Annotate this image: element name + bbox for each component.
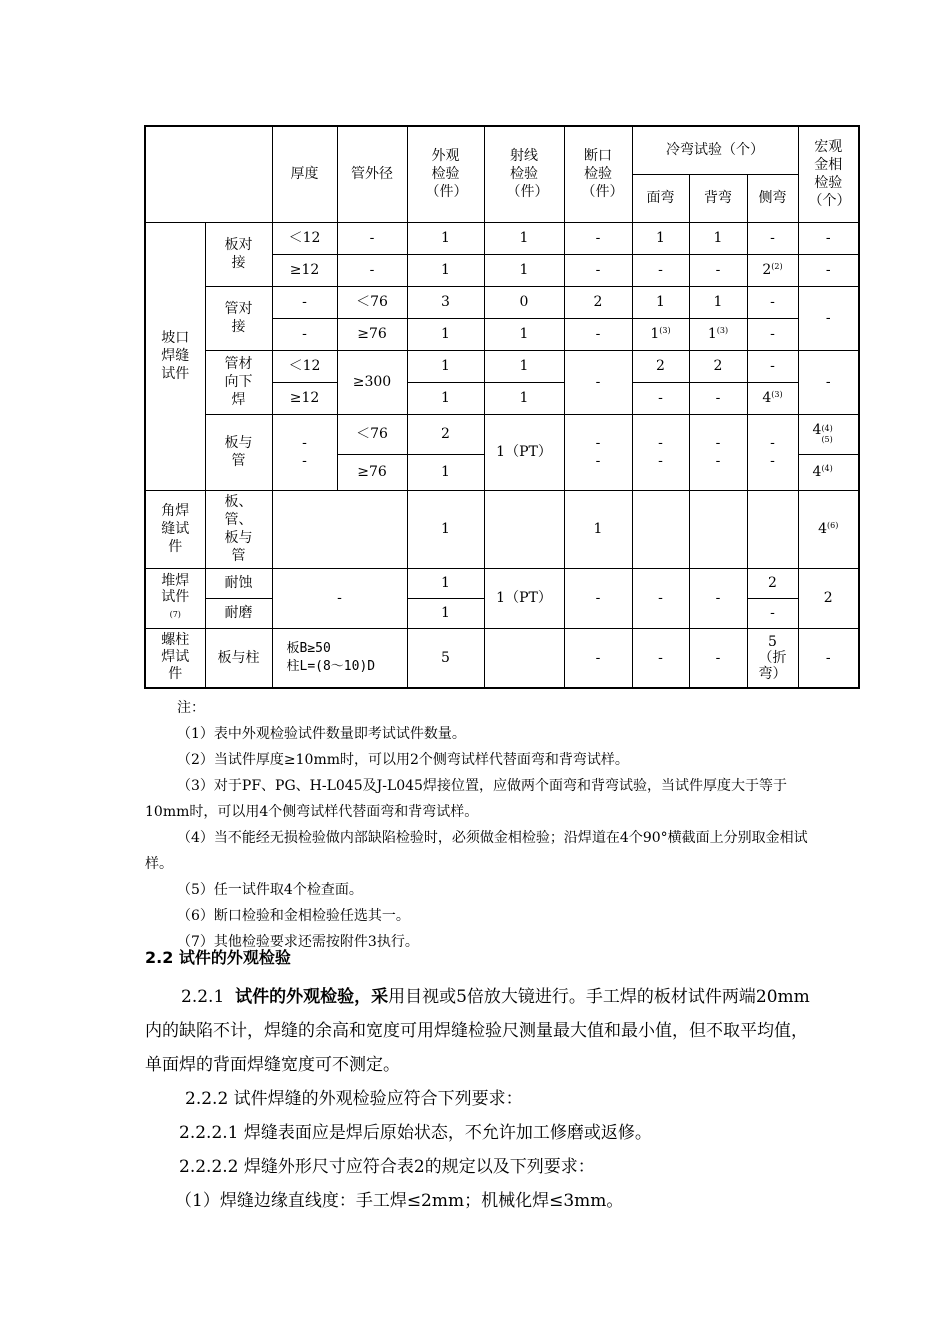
paragraph-bold: 试件的外观检验，采 [235, 987, 389, 1007]
cell: 1 [407, 254, 484, 286]
cell: - [272, 318, 337, 350]
cell [747, 254, 798, 286]
subgroup-pipe-butt: 管对接 [205, 286, 272, 350]
cell [798, 454, 859, 490]
cell: - [632, 382, 689, 414]
note-2: （2）当试件厚度≥10mm时，可以用2个侧弯试样代替面弯和背弯试样。 [177, 752, 629, 768]
paragraph-2-2-2-2: 2.2.2.2 焊缝外形尺寸应符合表2的规定以及下列要求： [179, 1157, 595, 1177]
footnote-ref: (3) [771, 390, 783, 399]
cell: 0 [484, 286, 564, 318]
cell: - [798, 222, 859, 254]
cell: - [272, 568, 407, 628]
cell: ≥76 [337, 318, 407, 350]
footnote-ref: (3) [716, 326, 729, 335]
note-7: （7）其他检验要求还需按附件3执行。 [177, 934, 419, 950]
cell-value: 1 [707, 326, 717, 342]
group-overlay [145, 568, 205, 628]
cell: - [337, 222, 407, 254]
note-1: （1）表中外观检验试件数量即考试试件数量。 [177, 726, 466, 742]
cell [484, 490, 564, 568]
footnote-ref: (4) (5) [821, 424, 833, 444]
header-thickness: 厚度 [272, 126, 337, 222]
cell: 1 [632, 286, 689, 318]
cell: 1 [564, 490, 632, 568]
cell: 2 [747, 568, 798, 598]
cell: 1 [407, 598, 484, 628]
cell [484, 628, 564, 688]
group-groove: 坡口焊缝试件 [145, 222, 205, 490]
cell: - [564, 568, 632, 628]
cell: - [689, 568, 747, 628]
cell [689, 318, 747, 350]
cell [272, 490, 407, 568]
cell: - [747, 318, 798, 350]
cell: 1 [484, 350, 564, 382]
inspection-table [144, 125, 860, 689]
cell-value: 4 [762, 390, 772, 406]
subgroup-fillet-types: 板、管、板与管 [205, 490, 272, 568]
cell: 1 [689, 286, 747, 318]
group-stud: 螺柱焊试件 [145, 628, 205, 688]
cell: 1 [407, 382, 484, 414]
paragraph-2-2-2: 2.2.2 试件焊缝的外观检验应符合下列要求： [185, 1089, 523, 1109]
cell: - [747, 598, 798, 628]
cell: - [337, 254, 407, 286]
cell [689, 490, 747, 568]
header-back-bend: 背弯 [689, 174, 747, 222]
cell: ≥12 [272, 382, 337, 414]
header-face-bend: 面弯 [632, 174, 689, 222]
cell: ＜76 [337, 414, 407, 454]
paragraph-2-2-1 [145, 980, 810, 1082]
footnote-ref: (7) [169, 610, 181, 619]
header-fracture: 断口检验（件） [564, 126, 632, 222]
cell: - [798, 254, 859, 286]
note-3: （3）对于PF、PG、H-L045及J-L045焊接位置，应做两个面弯和背弯试验，当试件厚度大于等于10mm时，可以用4个侧弯试样代替面弯和背弯试样。 [145, 778, 787, 820]
cell: - - [747, 414, 798, 490]
cell: ≥76 [337, 454, 407, 490]
header-visual: 外观检验（件） [407, 126, 484, 222]
cell: - [564, 350, 632, 414]
group-fillet: 角焊缝试件 [145, 490, 205, 568]
cell: - [632, 568, 689, 628]
note-6: （6）断口检验和金相检验任选其一。 [177, 908, 410, 924]
footnote-ref: (4) [821, 464, 833, 473]
cell: 2 [632, 350, 689, 382]
section-title: 2.2 试件的外观检验 [145, 948, 291, 967]
cell: ≥12 [272, 254, 337, 286]
cell: 1 [689, 222, 747, 254]
subgroup-plate-butt: 板对接 [205, 222, 272, 286]
cell: - [798, 350, 859, 414]
cell-value: 2 [762, 262, 772, 278]
note-4: （4）当不能经无损检验做内部缺陷检验时，必须做金相检验；沿焊道在4个90°横截面上分别取金相试样。 [145, 830, 808, 872]
cell: - [564, 318, 632, 350]
header-cold-bend: 冷弯试验（个） [632, 126, 798, 174]
cell-value: 4 [818, 521, 828, 537]
footnote-ref: (6) [827, 521, 839, 530]
cell: - [689, 254, 747, 286]
cell: ≥300 [337, 350, 407, 414]
cell: - [798, 286, 859, 350]
cell: - [564, 254, 632, 286]
cell: - [689, 382, 747, 414]
cell: - [632, 254, 689, 286]
cell: 1 [484, 318, 564, 350]
notes-title: 注： [177, 700, 205, 716]
cell: - [272, 286, 337, 318]
cell: 1（PT） [484, 568, 564, 628]
cell: 1 [484, 254, 564, 286]
header-macro: 宏观金相检验（个） [798, 126, 859, 222]
cell: 2 [407, 414, 484, 454]
cell-value: 1 [650, 326, 660, 342]
cell: ＜12 [272, 222, 337, 254]
note-5: （5）任一试件取4个检查面。 [177, 882, 363, 898]
cell: ＜76 [337, 286, 407, 318]
cell: 1 [407, 222, 484, 254]
cell: 5 [407, 628, 484, 688]
subgroup-wear: 耐磨 [205, 598, 272, 628]
cell: - [564, 628, 632, 688]
cell: 板B≥50 柱L=(8～10)D [272, 628, 407, 688]
cell: - - [272, 414, 337, 490]
cell [632, 318, 689, 350]
cell [798, 414, 859, 454]
cell: 5 （折 弯） [747, 628, 798, 688]
cell [798, 490, 859, 568]
cell: - - [564, 414, 632, 490]
subgroup-corrosion: 耐蚀 [205, 568, 272, 598]
cell: 1 [484, 222, 564, 254]
cell: 2 [798, 568, 859, 628]
cell: - - [632, 414, 689, 490]
notes [145, 695, 810, 955]
cell: ＜12 [272, 350, 337, 382]
paragraph-text: 用目视或5倍放大镜进行。手工焊的板材试件两端20mm内的缺陷不计，焊缝的余高和宽度可用焊缝检验尺测量最大值和最小值，但不取平均值，单面焊的背面焊缝宽度可不测定。 [145, 987, 810, 1075]
cell: 1 [407, 318, 484, 350]
cell: 2 [564, 286, 632, 318]
header-pipe-od: 管外径 [337, 126, 407, 222]
cell [632, 490, 689, 568]
cell-value: 4 [812, 464, 822, 480]
cell: 2 [689, 350, 747, 382]
cell [747, 490, 798, 568]
section-body [145, 980, 810, 1218]
cell [747, 382, 798, 414]
cell: - [689, 628, 747, 688]
cell: - [632, 628, 689, 688]
header-blank [145, 126, 272, 222]
header-radiographic: 射线检验（件） [484, 126, 564, 222]
paragraph-2-2-2-1: 2.2.2.1 焊缝表面应是焊后原始状态，不允许加工修磨或返修。 [179, 1123, 652, 1143]
cell: - - [689, 414, 747, 490]
cell: 3 [407, 286, 484, 318]
cell: 1 [407, 568, 484, 598]
subgroup-plate-pipe: 板与管 [205, 414, 272, 490]
subgroup-pipe-down: 管材向下焊 [205, 350, 272, 414]
footnote-ref: (3) [659, 326, 671, 335]
cell: 1 [484, 382, 564, 414]
paragraph-number: 2.2.1 [181, 987, 225, 1007]
cell: - [747, 286, 798, 318]
cell: 1 [632, 222, 689, 254]
header-side-bend: 侧弯 [747, 174, 798, 222]
cell: - [564, 222, 632, 254]
paragraph-item-1: （1）焊缝边缘直线度：手工焊≤2mm；机械化焊≤3mm。 [175, 1191, 624, 1211]
subgroup-plate-stud: 板与柱 [205, 628, 272, 688]
footnote-ref: (2) [771, 262, 783, 271]
cell: 1（PT） [484, 414, 564, 490]
cell: - [747, 350, 798, 382]
cell: 1 [407, 350, 484, 382]
cell: 1 [407, 454, 484, 490]
cell-value: 4 [812, 422, 822, 438]
cell: - [798, 628, 859, 688]
group-overlay-label: 堆焊试件 [161, 573, 190, 605]
cell: 1 [407, 490, 484, 568]
cell: - [747, 222, 798, 254]
